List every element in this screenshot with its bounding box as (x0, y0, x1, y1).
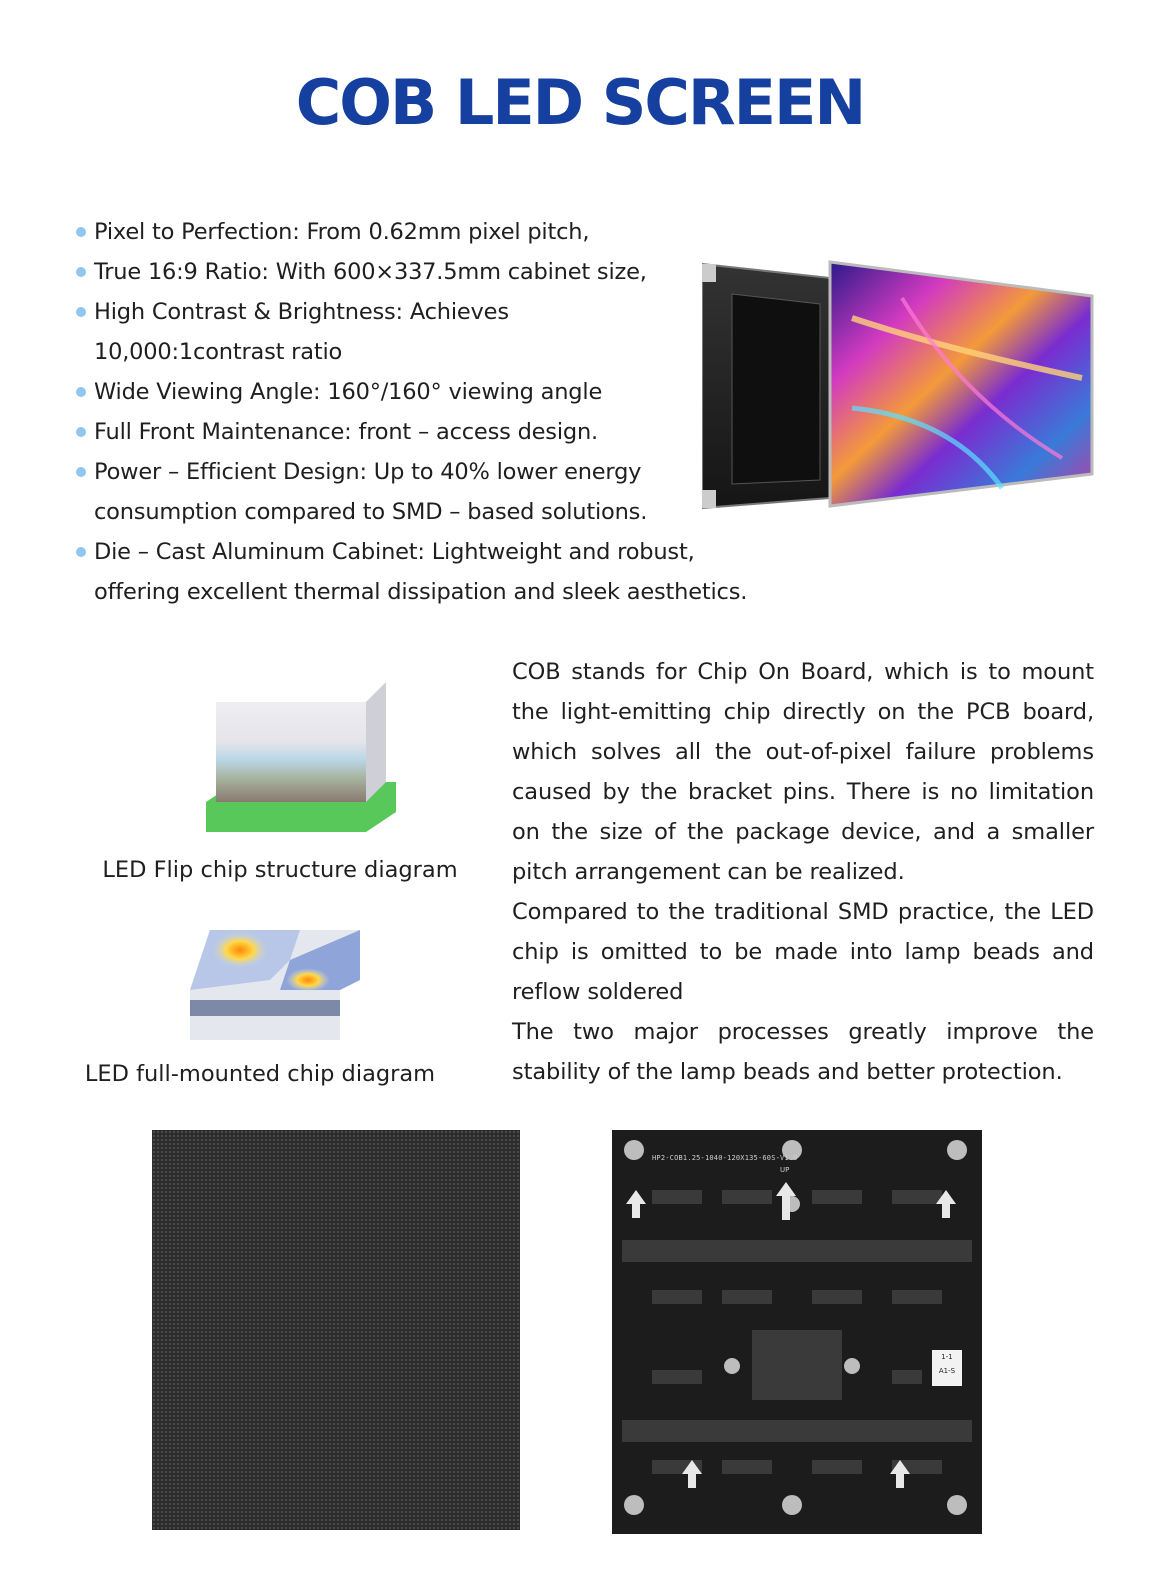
feature-text-continued: 10,000:1contrast ratio (94, 339, 343, 365)
feature-text: Die – Cast Aluminum Cabinet: Lightweight and robust, (94, 539, 695, 565)
feature-item (76, 412, 776, 452)
flip-chip-caption: LED Flip chip structure diagram (102, 857, 458, 883)
bullet-icon (76, 547, 86, 557)
feature-list (76, 212, 776, 612)
page-title: COB LED SCREEN (295, 66, 865, 139)
feature-text: Full Front Maintenance: front – access design. (94, 419, 598, 445)
bullet-icon (76, 267, 86, 277)
feature-text-continued: offering excellent thermal dissipation and sleek aesthetics. (94, 579, 748, 605)
full-mount-chip-diagram (190, 930, 370, 1050)
pcb-sticker-line: 1-1 (941, 1353, 953, 1361)
feature-text: True 16:9 Ratio: With 600×337.5mm cabinet size, (94, 259, 647, 285)
bullet-icon (76, 227, 86, 237)
led-module-back-image (612, 1130, 982, 1534)
flip-chip-diagram (196, 682, 426, 842)
led-module-front-image (152, 1130, 520, 1530)
description-paragraph: Compared to the traditional SMD practice, the LED chip is omitted to be made into lamp beads and reflow soldered (512, 899, 1094, 1005)
feature-item (76, 452, 776, 532)
feature-item (76, 212, 776, 252)
pcb-graphic (612, 1130, 982, 1534)
feature-item (76, 292, 776, 372)
full-mount-chip-caption: LED full-mounted chip diagram (84, 1061, 436, 1087)
feature-text: Pixel to Perfection: From 0.62mm pixel pitch, (94, 219, 590, 245)
description-paragraph: The two major processes greatly improve the stability of the lamp beads and better protection. (512, 1019, 1094, 1085)
pcb-sticker-line: A1-S (938, 1367, 956, 1375)
bullet-icon (76, 467, 86, 477)
feature-item (76, 252, 776, 292)
feature-text: Power – Efficient Design: Up to 40% lower energy (94, 459, 642, 485)
bullet-icon (76, 307, 86, 317)
feature-item (76, 532, 776, 612)
bullet-icon (76, 387, 86, 397)
feature-text-continued: consumption compared to SMD – based solutions. (94, 499, 648, 525)
feature-item (76, 372, 776, 412)
pcb-sticker (932, 1350, 962, 1386)
description-paragraph: COB stands for Chip On Board, which is to mount the light-emitting chip directly on the PCB board, which solves all the out-of-pixel failure problems caused by the bracket pins. There is no limitation on the size of the package device, and a smaller pitch arrangement can be realized. (512, 659, 1094, 885)
cob-description (512, 652, 1094, 1092)
pcb-up-label: UP (780, 1166, 790, 1174)
feature-text: High Contrast & Brightness: Achieves (94, 299, 509, 325)
bullet-icon (76, 427, 86, 437)
cabinet-image (702, 258, 1102, 518)
feature-text: Wide Viewing Angle: 160°/160° viewing angle (94, 379, 603, 405)
pcb-model-label: HP2-COB1.25-1040-120X135-60S-V1.0 (652, 1154, 798, 1162)
